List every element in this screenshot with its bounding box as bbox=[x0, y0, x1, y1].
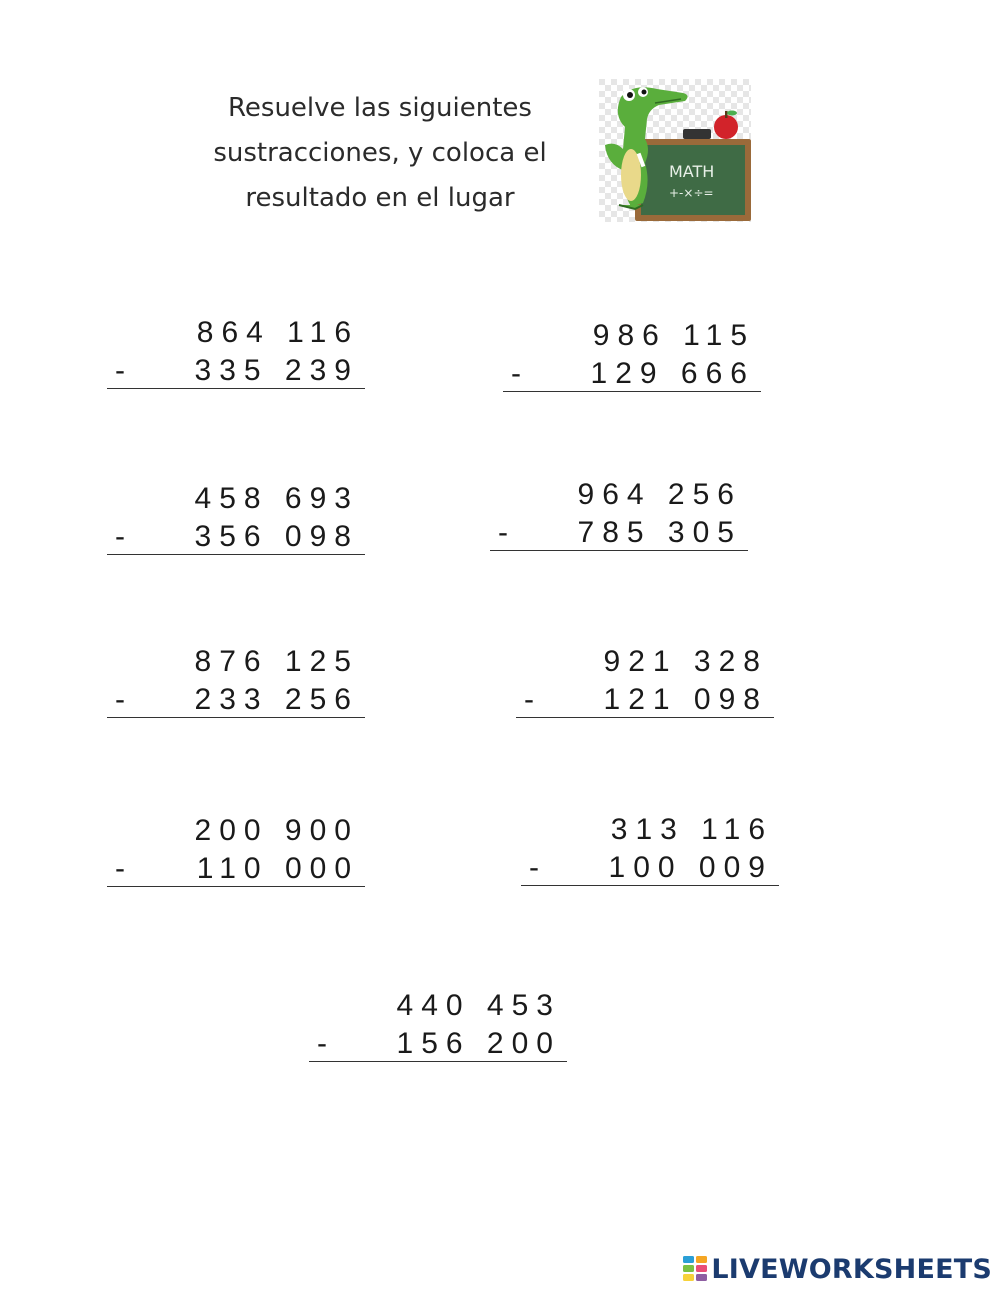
minuend: 313 116 bbox=[610, 813, 773, 846]
subtraction-problem-5 bbox=[107, 643, 365, 719]
subtraction-problem-8 bbox=[521, 811, 779, 887]
answer-line bbox=[309, 1061, 567, 1062]
minus-sign: - bbox=[115, 852, 125, 885]
subtraction-problem-6 bbox=[516, 643, 774, 719]
board-symbols-text: +-×÷= bbox=[669, 186, 714, 200]
subtraction-problem-7 bbox=[107, 812, 365, 888]
minuend: 964 256 bbox=[577, 478, 742, 511]
minus-sign: - bbox=[317, 1027, 327, 1060]
subtrahend: 233 256 bbox=[194, 683, 359, 716]
answer-line bbox=[107, 388, 365, 389]
minuend: 458 693 bbox=[194, 482, 359, 515]
subtrahend: 110 000 bbox=[196, 852, 359, 885]
chalkboard-icon bbox=[635, 139, 751, 221]
minus-sign: - bbox=[529, 851, 539, 884]
answer-line bbox=[521, 885, 779, 886]
liveworksheets-logo bbox=[683, 1252, 992, 1286]
instructions-title bbox=[190, 86, 570, 221]
minuend: 986 115 bbox=[592, 319, 755, 352]
subtraction-problem-9 bbox=[309, 987, 567, 1063]
minuend: 876 125 bbox=[194, 645, 359, 678]
subtrahend: 121 098 bbox=[603, 683, 768, 716]
minuend: 200 900 bbox=[194, 814, 359, 847]
minus-sign: - bbox=[115, 520, 125, 553]
subtrahend: 156 200 bbox=[396, 1027, 561, 1060]
minus-sign: - bbox=[524, 683, 534, 716]
subtraction-problem-3 bbox=[107, 480, 365, 556]
minus-sign: - bbox=[498, 516, 508, 549]
brand-name: LIVEWORKSHEETS bbox=[711, 1253, 992, 1285]
title-line-2: sustracciones, y coloca el bbox=[213, 138, 547, 168]
title-line-3: resultado en el lugar bbox=[245, 183, 515, 213]
answer-line bbox=[490, 550, 748, 551]
minuend: 864 116 bbox=[196, 316, 359, 349]
board-title-text: MATH bbox=[669, 162, 715, 181]
minuend: 440 453 bbox=[396, 989, 561, 1022]
liveworksheets-blocks-icon bbox=[683, 1256, 707, 1282]
answer-line bbox=[503, 391, 761, 392]
minuend: 921 328 bbox=[603, 645, 768, 678]
answer-line bbox=[107, 717, 365, 718]
title-line-1: Resuelve las siguientes bbox=[228, 93, 532, 123]
answer-line bbox=[516, 717, 774, 718]
subtrahend: 100 009 bbox=[608, 851, 773, 884]
minus-sign: - bbox=[115, 683, 125, 716]
subtraction-problem-2 bbox=[503, 317, 761, 393]
subtrahend: 785 305 bbox=[577, 516, 742, 549]
subtraction-problem-1 bbox=[107, 314, 365, 390]
minus-sign: - bbox=[511, 357, 521, 390]
minus-sign: - bbox=[115, 354, 125, 387]
subtrahend: 129 666 bbox=[590, 357, 755, 390]
subtrahend: 335 239 bbox=[194, 354, 359, 387]
answer-line bbox=[107, 554, 365, 555]
subtraction-problem-4 bbox=[490, 476, 748, 552]
subtrahend: 356 098 bbox=[194, 520, 359, 553]
answer-line bbox=[107, 886, 365, 887]
crocodile-chalkboard-clipart bbox=[599, 79, 751, 222]
